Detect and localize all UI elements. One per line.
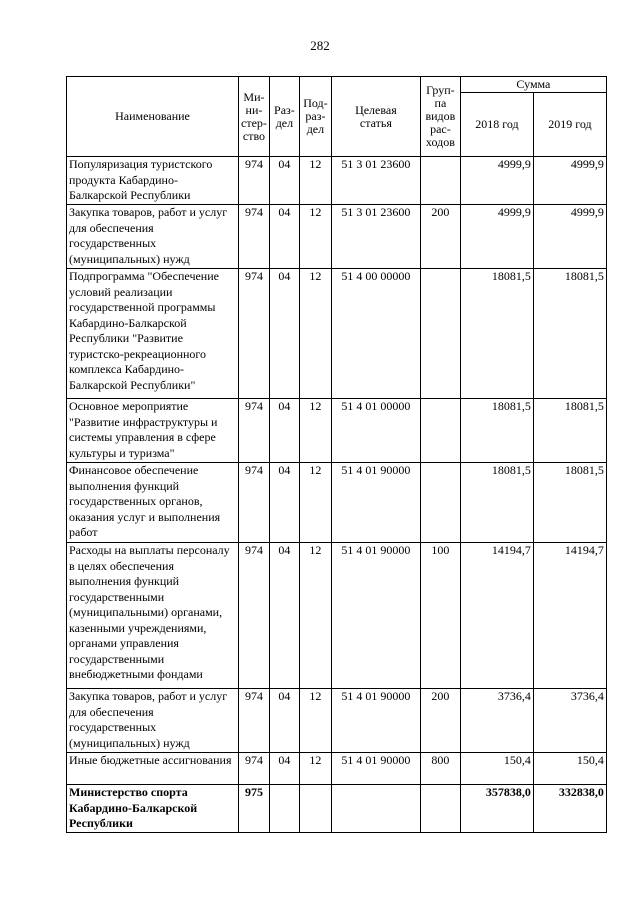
cell-target: 51 4 01 90000 (331, 543, 420, 689)
cell-name: Министерство спорта Кабардино-Балкарской Республики (67, 785, 239, 833)
cell-section: 04 (269, 269, 299, 399)
header-group: Груп- па видов рас- ходов (420, 77, 460, 157)
cell-name: Финансовое обеспечение выполнения функций государственных органов, оказания услуг и выполнения работ (67, 463, 239, 543)
header-ministry: Ми- ни- стер- ство (239, 77, 270, 157)
cell-subsection: 12 (299, 543, 331, 689)
cell-2019: 18081,5 (533, 269, 606, 399)
cell-subsection: 12 (299, 269, 331, 399)
table-row (67, 753, 607, 785)
cell-target: 51 3 01 23600 (331, 205, 420, 269)
cell-name: Основное мероприятие "Развитие инфраструктуры и системы управления в сфере культуры и туризма" (67, 399, 239, 463)
cell-ministry: 974 (239, 463, 270, 543)
cell-subsection: 12 (299, 463, 331, 543)
cell-name: Закупка товаров, работ и услуг для обеспечения государственных (муниципальных) нужд (67, 205, 239, 269)
table-row (67, 205, 607, 269)
cell-ministry: 974 (239, 543, 270, 689)
table-row (67, 689, 607, 753)
cell-2019: 4999,9 (533, 157, 606, 205)
cell-2018: 18081,5 (460, 399, 533, 463)
cell-target: 51 4 01 00000 (331, 399, 420, 463)
header-sum: Сумма (460, 77, 606, 93)
header-subsection: Под- раз- дел (299, 77, 331, 157)
header-2018: 2018 год (460, 93, 533, 157)
cell-target (331, 785, 420, 833)
cell-ministry: 974 (239, 753, 270, 785)
cell-name: Популяризация туристского продукта Кабардино-Балкарской Республики (67, 157, 239, 205)
cell-name: Закупка товаров, работ и услуг для обеспечения государственных (муниципальных) нужд (67, 689, 239, 753)
table-row (67, 463, 607, 543)
cell-name: Расходы на выплаты персоналу в целях обеспечения выполнения функций государственными (муниципальными) органами, казенными учреждениями, органами управления государственными внебюджетными фондами (67, 543, 239, 689)
cell-target: 51 4 01 90000 (331, 463, 420, 543)
cell-name: Подпрограмма "Обеспечение условий реализации государственной программы Кабардино-Балкарской Республики "Развитие туристско-рекреационного комплекса Кабардино-Балкарской Республики" (67, 269, 239, 399)
cell-subsection: 12 (299, 689, 331, 753)
cell-target: 51 3 01 23600 (331, 157, 420, 205)
cell-section: 04 (269, 205, 299, 269)
table-row (67, 157, 607, 205)
table-row (67, 785, 607, 833)
cell-subsection: 12 (299, 399, 331, 463)
cell-ministry: 974 (239, 399, 270, 463)
page-number: 282 (310, 38, 330, 53)
cell-2019: 332838,0 (533, 785, 606, 833)
cell-2018: 18081,5 (460, 269, 533, 399)
cell-target: 51 4 00 00000 (331, 269, 420, 399)
budget-table (66, 76, 607, 833)
cell-section: 04 (269, 689, 299, 753)
cell-2019: 4999,9 (533, 205, 606, 269)
cell-2018: 3736,4 (460, 689, 533, 753)
cell-group: 200 (420, 689, 460, 753)
cell-group (420, 463, 460, 543)
table-row (67, 399, 607, 463)
cell-2018: 4999,9 (460, 157, 533, 205)
cell-2019: 14194,7 (533, 543, 606, 689)
cell-2018: 14194,7 (460, 543, 533, 689)
cell-2018: 18081,5 (460, 463, 533, 543)
cell-2018: 150,4 (460, 753, 533, 785)
cell-2019: 18081,5 (533, 463, 606, 543)
cell-section: 04 (269, 157, 299, 205)
cell-ministry: 975 (239, 785, 270, 833)
cell-section (269, 785, 299, 833)
header-name: Наименование (67, 77, 239, 157)
cell-group (420, 269, 460, 399)
header-target: Целевая статья (331, 77, 420, 157)
cell-group (420, 785, 460, 833)
cell-subsection: 12 (299, 205, 331, 269)
cell-2019: 3736,4 (533, 689, 606, 753)
cell-2018: 4999,9 (460, 205, 533, 269)
cell-name: Иные бюджетные ассигнования (67, 753, 239, 785)
table-row (67, 269, 607, 399)
cell-ministry: 974 (239, 157, 270, 205)
cell-2019: 150,4 (533, 753, 606, 785)
cell-section: 04 (269, 463, 299, 543)
cell-ministry: 974 (239, 269, 270, 399)
cell-2019: 18081,5 (533, 399, 606, 463)
cell-group: 100 (420, 543, 460, 689)
cell-section: 04 (269, 753, 299, 785)
cell-group: 800 (420, 753, 460, 785)
cell-ministry: 974 (239, 689, 270, 753)
header-section: Раз- дел (269, 77, 299, 157)
cell-subsection (299, 785, 331, 833)
cell-target: 51 4 01 90000 (331, 689, 420, 753)
cell-section: 04 (269, 399, 299, 463)
cell-section: 04 (269, 543, 299, 689)
table-row (67, 543, 607, 689)
cell-ministry: 974 (239, 205, 270, 269)
cell-group (420, 157, 460, 205)
cell-2018: 357838,0 (460, 785, 533, 833)
cell-group: 200 (420, 205, 460, 269)
cell-subsection: 12 (299, 157, 331, 205)
cell-subsection: 12 (299, 753, 331, 785)
cell-group (420, 399, 460, 463)
cell-target: 51 4 01 90000 (331, 753, 420, 785)
header-2019: 2019 год (533, 93, 606, 157)
